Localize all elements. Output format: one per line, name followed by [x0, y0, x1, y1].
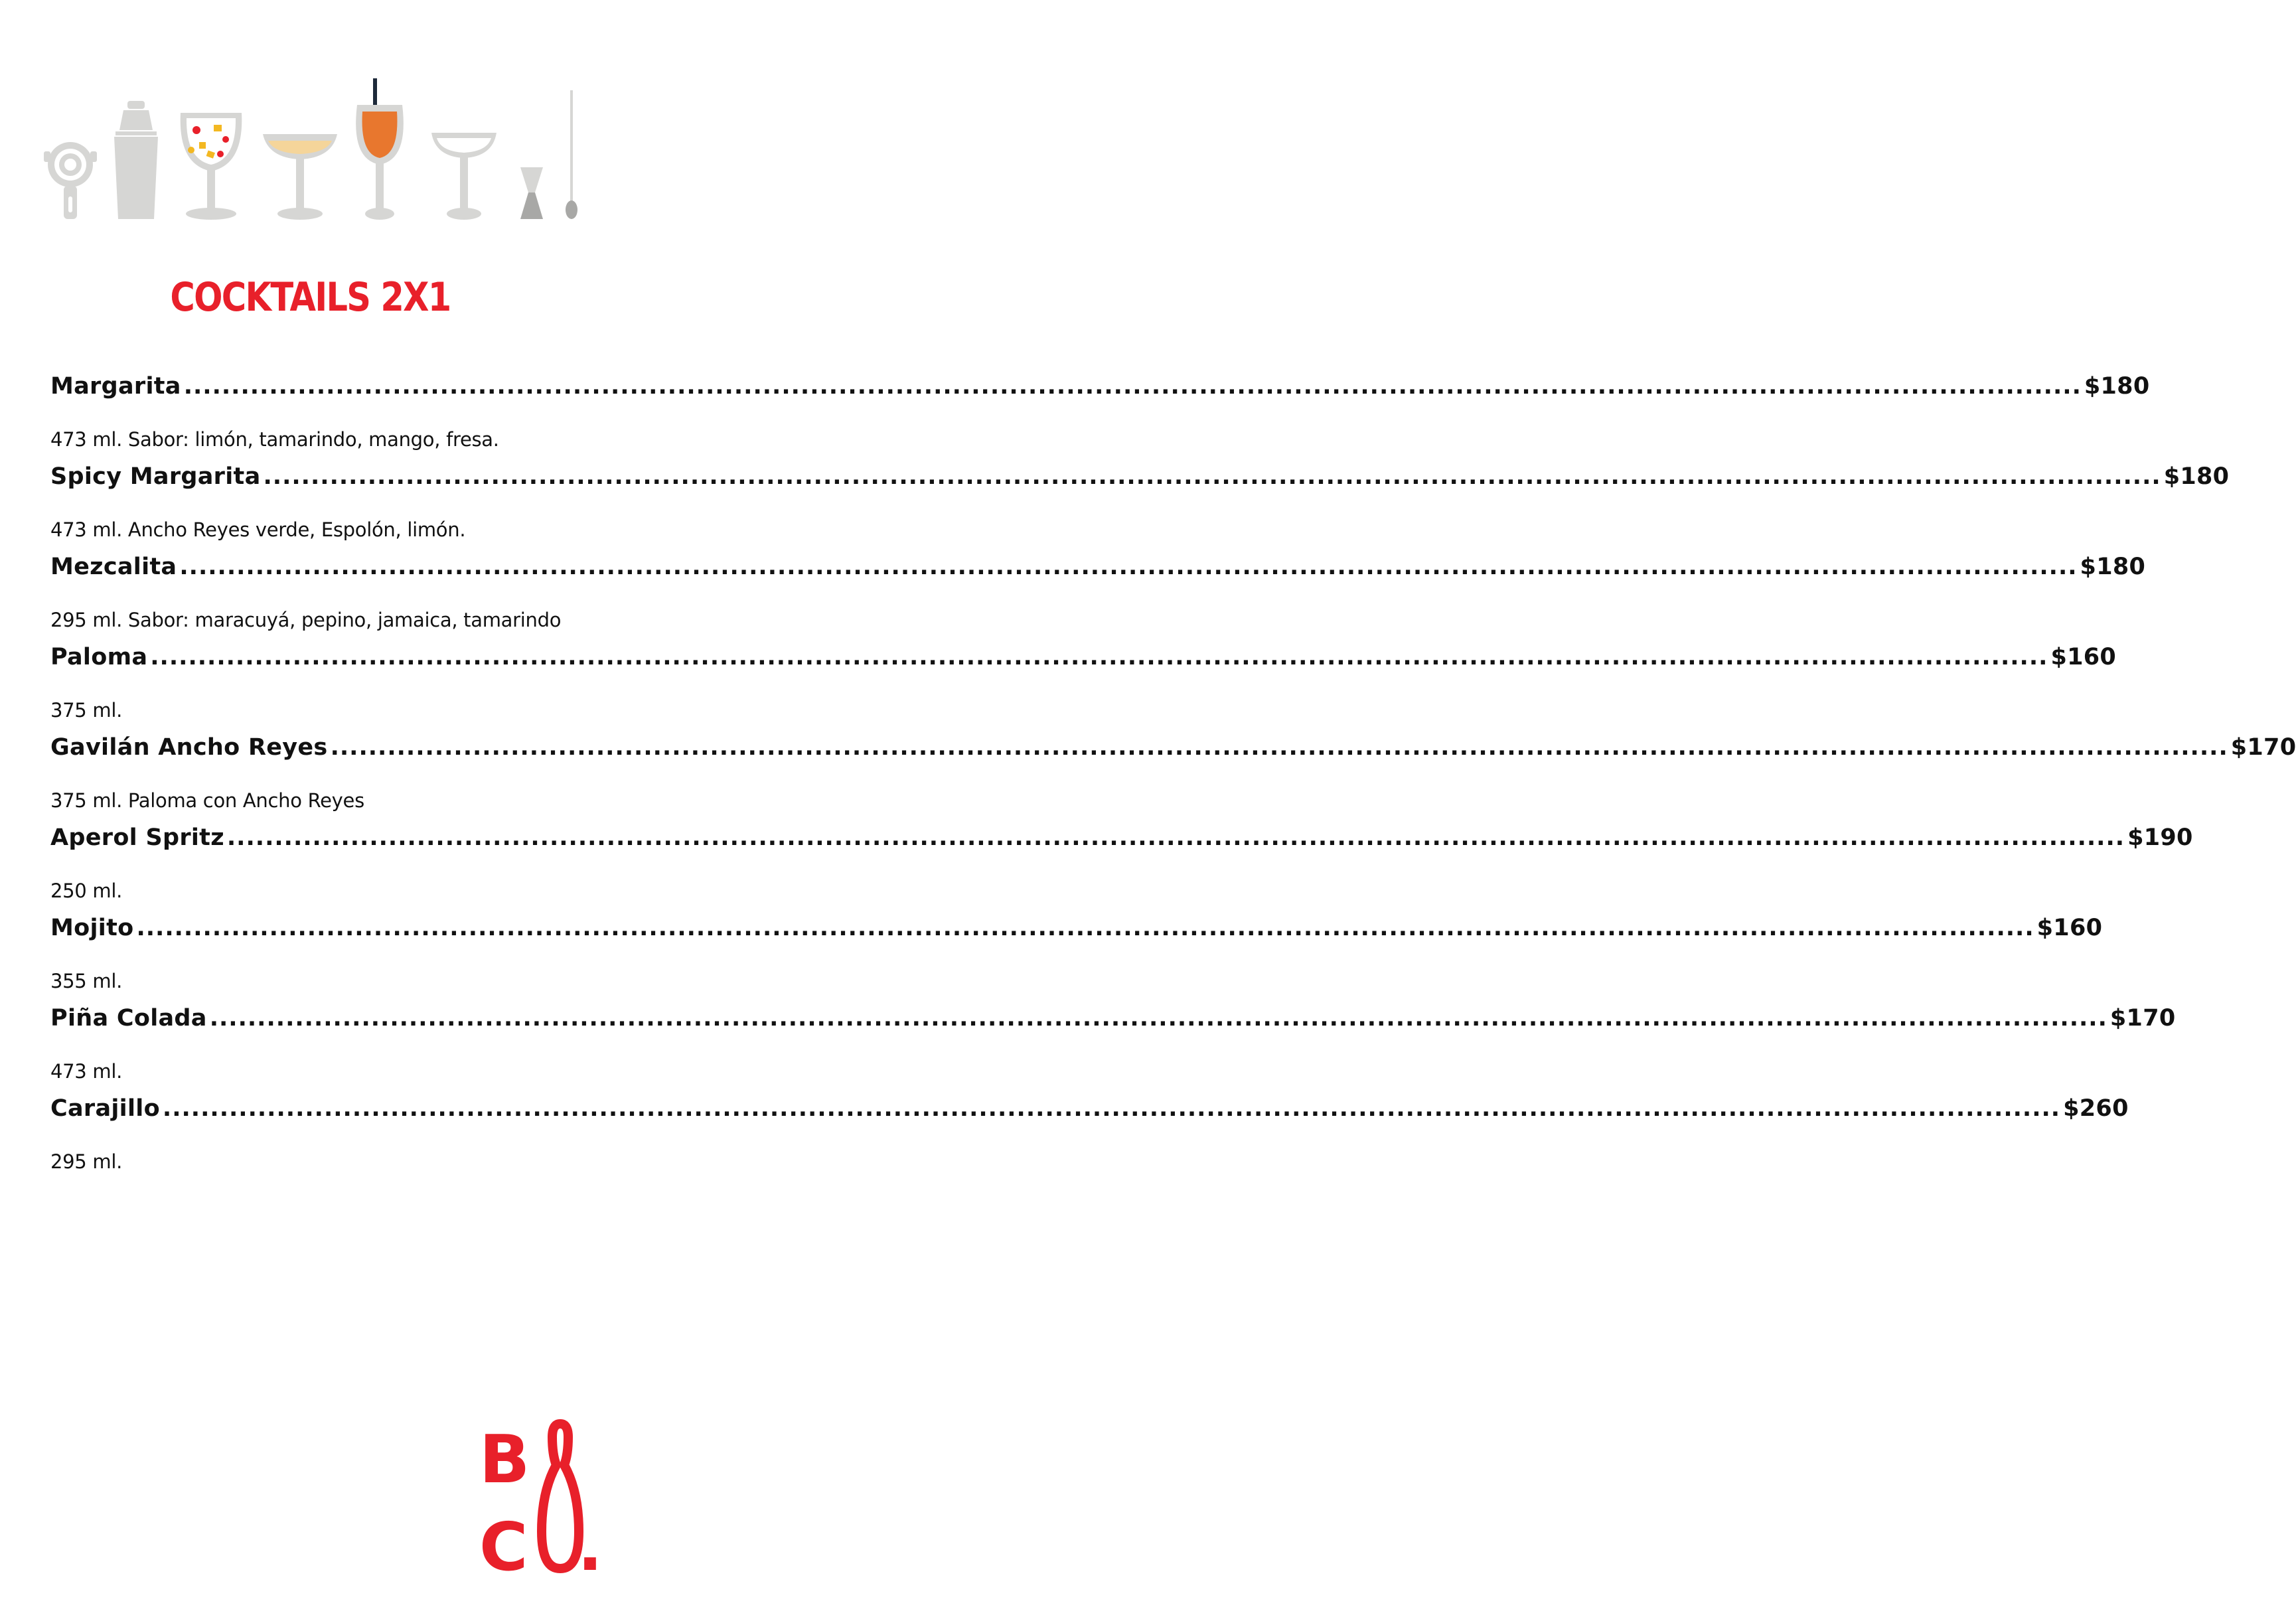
- item-price: $170: [2109, 1005, 2176, 1032]
- item-name: Spicy Margarita: [50, 463, 261, 490]
- logo-dot: .: [577, 1508, 603, 1586]
- item-price: $170: [2230, 734, 2296, 761]
- brand-logo: [479, 1419, 603, 1586]
- item-description: 473 ml.: [50, 1060, 122, 1083]
- item-price: $160: [2036, 915, 2103, 941]
- bar-spoon-icon: [566, 90, 577, 219]
- item-name: Margarita: [50, 373, 181, 400]
- item-name: Gavilán Ancho Reyes: [50, 734, 328, 761]
- gin-glass-icon: [181, 113, 242, 220]
- strainer-icon: [44, 142, 97, 219]
- item-description: 473 ml. Ancho Reyes verde, Espolón, limón.: [50, 518, 466, 541]
- dot-leader: ........................................................................................................................................................................................................: [179, 554, 2078, 580]
- item-name: Mezcalita: [50, 554, 177, 580]
- item-name: Paloma: [50, 644, 148, 670]
- menu-item: [50, 1095, 2129, 1186]
- item-price: $190: [2127, 824, 2193, 851]
- bowling-pin-icon: [542, 1424, 579, 1569]
- item-description: 295 ml.: [50, 1150, 122, 1173]
- item-description: 355 ml.: [50, 970, 122, 992]
- menu-item: [50, 554, 2146, 644]
- coupe-glass-icon: [263, 134, 337, 220]
- item-description: 375 ml. Paloma con Ancho Reyes: [50, 789, 364, 812]
- jigger-icon: [520, 167, 543, 219]
- item-name: Aperol Spritz: [50, 824, 224, 851]
- item-price: $260: [2063, 1095, 2129, 1122]
- menu-item: [50, 1005, 2176, 1095]
- dot-leader: ........................................................................................................................................................................................................: [226, 824, 2125, 851]
- menu-item: [50, 824, 2193, 915]
- menu-item: [50, 915, 2103, 1005]
- dot-leader: ........................................................................................................................................................................................................: [183, 373, 2082, 400]
- dot-leader: ........................................................................................................................................................................................................: [330, 734, 2228, 761]
- logo-letter-b: B: [479, 1421, 530, 1498]
- barware-illustration: [0, 0, 621, 239]
- item-price: $180: [2163, 463, 2230, 490]
- item-name: Mojito: [50, 915, 134, 941]
- menu-item: [50, 734, 2296, 824]
- dot-leader: ........................................................................................................................................................................................................: [150, 644, 2048, 670]
- item-price: $160: [2050, 644, 2117, 670]
- dot-leader: ........................................................................................................................................................................................................: [136, 915, 2034, 941]
- item-name: Carajillo: [50, 1095, 160, 1122]
- item-description: 250 ml.: [50, 880, 122, 902]
- menu-item: [50, 644, 2117, 734]
- dot-leader: ........................................................................................................................................................................................................: [162, 1095, 2061, 1122]
- logo-letter-c: C: [479, 1508, 528, 1586]
- menu-item: [50, 463, 2230, 554]
- empty-coupe-icon: [431, 133, 497, 220]
- item-price: $180: [2084, 373, 2150, 400]
- dot-leader: ........................................................................................................................................................................................................: [209, 1005, 2107, 1032]
- item-description: 295 ml. Sabor: maracuyá, pepino, jamaica, tamarindo: [50, 609, 562, 631]
- item-price: $180: [2080, 554, 2146, 580]
- item-description: 473 ml. Sabor: limón, tamarindo, mango, fresa.: [50, 428, 499, 451]
- page-title: COCKTAILS 2X1: [170, 274, 451, 321]
- item-description: 375 ml.: [50, 699, 122, 722]
- menu-item: [50, 373, 2150, 463]
- cocktail-menu: [50, 373, 2296, 1186]
- spritz-glass-icon: [356, 78, 404, 220]
- item-name: Piña Colada: [50, 1005, 207, 1032]
- shaker-icon: [114, 101, 158, 219]
- dot-leader: ........................................................................................................................................................................................................: [263, 463, 2161, 490]
